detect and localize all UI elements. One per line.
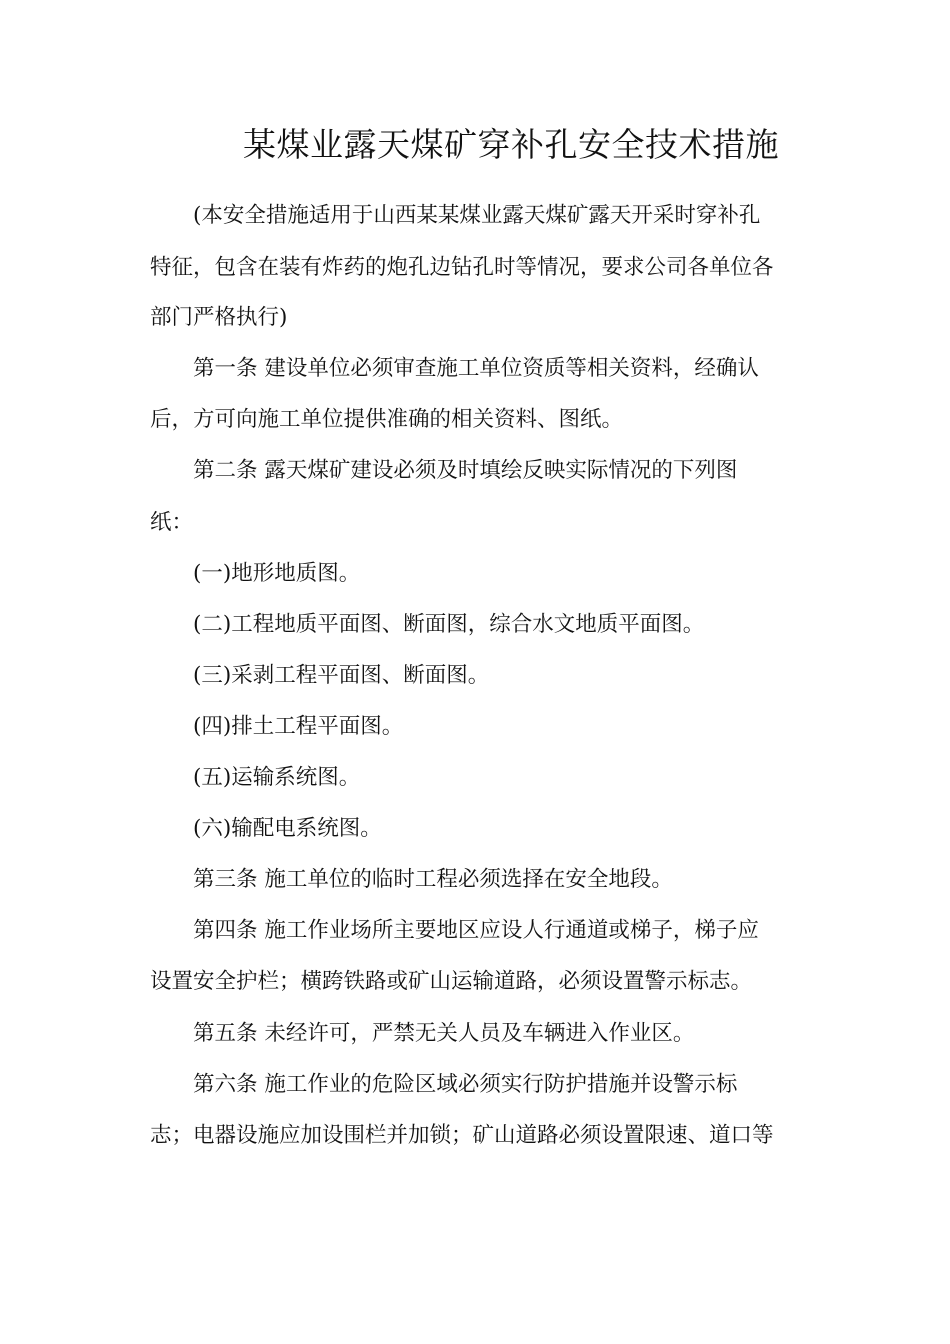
paragraph-line: 设置安全护栏；横跨铁路或矿山运输道路，必须设置警示标志。 <box>150 969 753 994</box>
paragraph-line: 第三条 施工单位的临时工程必须选择在安全地段。 <box>193 867 673 892</box>
paragraph-line: 纸： <box>150 510 194 535</box>
paragraph-line: 志；电器设施应加设围栏并加锁；矿山道路必须设置限速、道口等 <box>150 1123 774 1148</box>
list-item: (五)运输系统图。 <box>193 765 361 790</box>
list-item: (六)输配电系统图。 <box>193 816 382 841</box>
document-title: 某煤业露天煤矿穿补孔安全技术措施 <box>243 125 779 164</box>
paragraph-line: (本安全措施适用于山西某某煤业露天煤矿露天开采时穿补孔 <box>193 203 761 228</box>
paragraph-line: 后，方可向施工单位提供准确的相关资料、图纸。 <box>150 407 624 432</box>
list-item: (二)工程地质平面图、断面图，综合水文地质平面图。 <box>193 612 705 637</box>
paragraph-line: 第四条 施工作业场所主要地区应设人行通道或梯子，梯子应 <box>193 918 759 943</box>
list-item: (三)采剥工程平面图、断面图。 <box>193 663 490 688</box>
paragraph-line: 第二条 露天煤矿建设必须及时填绘反映实际情况的下列图 <box>193 458 738 483</box>
list-item: (一)地形地质图。 <box>193 561 361 586</box>
paragraph-line: 第一条 建设单位必须审查施工单位资质等相关资料，经确认 <box>193 356 759 381</box>
list-item: (四)排土工程平面图。 <box>193 714 404 739</box>
paragraph-line: 特征，包含在装有炸药的炮孔边钻孔时等情况，要求公司各单位各 <box>150 255 774 280</box>
paragraph-line: 第六条 施工作业的危险区域必须实行防护措施并设警示标 <box>193 1072 738 1097</box>
paragraph-line: 第五条 未经许可，严禁无关人员及车辆进入作业区。 <box>193 1021 695 1046</box>
paragraph-line: 部门严格执行) <box>150 305 288 330</box>
